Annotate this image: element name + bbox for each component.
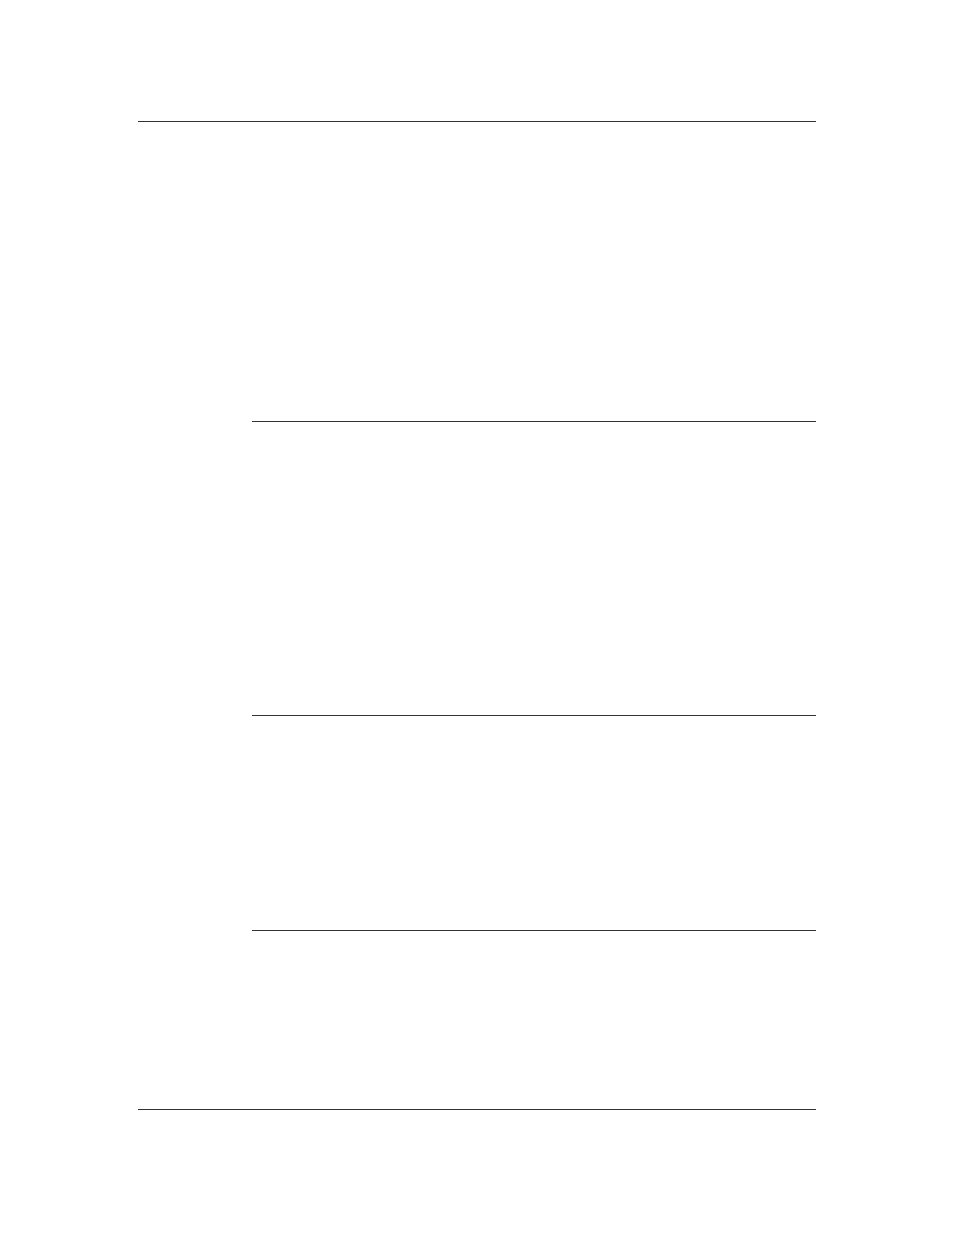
list-of-tables-heading	[252, 715, 816, 720]
list-of-figures-heading	[252, 421, 816, 426]
footer-rule	[138, 1109, 816, 1110]
list-of-procedures-section	[252, 930, 816, 935]
header-rule	[138, 121, 816, 122]
list-of-procedures-heading	[252, 930, 816, 935]
list-of-figures-section	[252, 421, 816, 426]
list-of-tables-section	[252, 715, 816, 720]
